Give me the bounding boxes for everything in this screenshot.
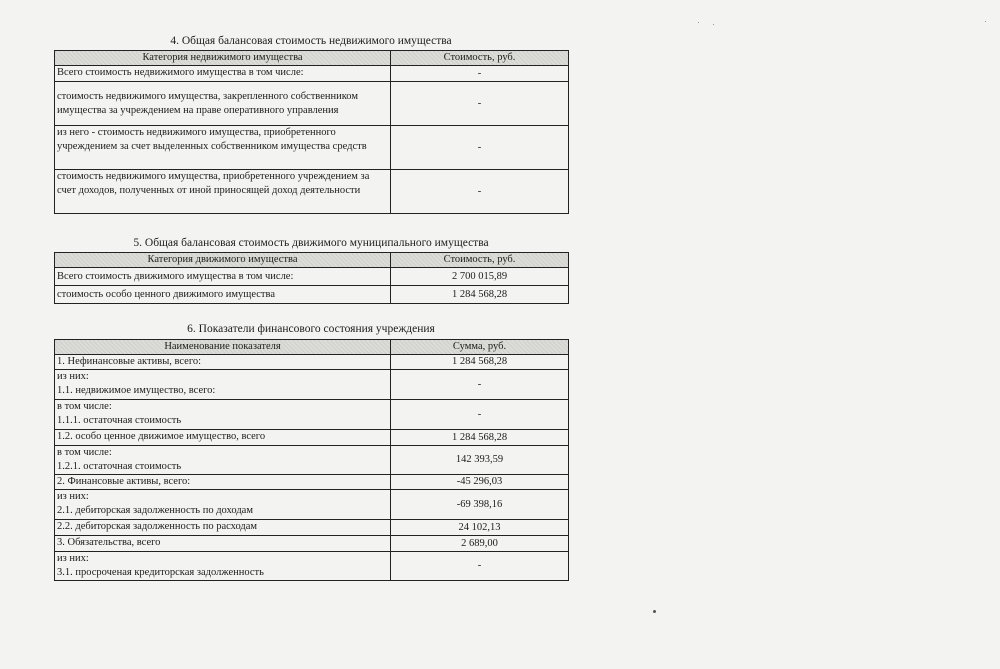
immovable-property-table (54, 50, 569, 214)
scan-speck (698, 22, 699, 23)
row-label (55, 370, 391, 400)
table-row (55, 170, 569, 214)
row-label (55, 400, 391, 430)
row-label: 1.2. особо ценное движимое имущество, всего (55, 430, 391, 446)
row-label: 1. Нефинансовые активы, всего: (55, 355, 391, 370)
row-value: - (391, 82, 569, 126)
row-label-item: 3.1. просроченая кредиторская задолженность (57, 567, 264, 578)
table-row (55, 490, 569, 520)
row-value: 1 284 568,28 (391, 286, 569, 304)
section-6-title: 6. Показатели финансового состояния учреждения (187, 323, 435, 335)
table-row (55, 126, 569, 170)
row-label: стоимость недвижимого имущества, приобретенного учреждением за счет доходов, полученных от иной приносящей доход деятельности (55, 170, 391, 214)
scan-speck (713, 24, 714, 25)
row-value: - (391, 66, 569, 82)
row-value: -45 296,03 (391, 475, 569, 490)
row-value: - (391, 126, 569, 170)
row-label: Всего стоимость движимого имущества в том числе: (55, 268, 391, 286)
column-header-category: Категория движимого имущества (55, 253, 391, 268)
row-label: 3. Обязательства, всего (55, 536, 391, 552)
table-row (55, 400, 569, 430)
row-value: 2 700 015,89 (391, 268, 569, 286)
row-label-item: 2.1. дебиторская задолженность по доходам (57, 505, 253, 516)
row-label-item: 1.1. недвижимое имущество, всего: (57, 385, 216, 396)
row-value: -69 398,16 (391, 490, 569, 520)
row-value: - (391, 400, 569, 430)
row-label-prefix: в том числе: (57, 401, 112, 412)
table-row (55, 286, 569, 304)
row-value: 1 284 568,28 (391, 355, 569, 370)
table-row (55, 536, 569, 552)
row-label: из него - стоимость недвижимого имущества, приобретенного учреждением за счет выделенных собственником имущества средств (55, 126, 391, 170)
scan-speck (653, 610, 656, 613)
row-label-prefix: из них: (57, 553, 89, 564)
row-label (55, 446, 391, 475)
scan-speck (985, 21, 986, 22)
row-value: 1 284 568,28 (391, 430, 569, 446)
table-row (55, 355, 569, 370)
table-row (55, 430, 569, 446)
row-value: 24 102,13 (391, 520, 569, 536)
row-label (55, 552, 391, 581)
row-value: 2 689,00 (391, 536, 569, 552)
row-label: Всего стоимость недвижимого имущества в том числе: (55, 66, 391, 82)
column-header-cost: Стоимость, руб. (391, 51, 569, 66)
row-label: стоимость особо ценного движимого имущества (55, 286, 391, 304)
row-label: 2.2. дебиторская задолженность по расходам (55, 520, 391, 536)
column-header-indicator: Наименование показателя (55, 340, 391, 355)
table-row (55, 370, 569, 400)
table-row (55, 475, 569, 490)
section-4-title: 4. Общая балансовая стоимость недвижимого имущества (170, 35, 452, 47)
row-label-prefix: в том числе: (57, 447, 112, 458)
table-row (55, 520, 569, 536)
row-label (55, 490, 391, 520)
table-row (55, 268, 569, 286)
financial-indicators-table (54, 339, 569, 581)
section-5-title: 5. Общая балансовая стоимость движимого муниципального имущества (133, 237, 489, 249)
row-label-prefix: из них: (57, 371, 89, 382)
row-value: 142 393,59 (391, 446, 569, 475)
row-label-item: 1.1.1. остаточная стоимость (57, 415, 182, 426)
row-label-item: 1.2.1. остаточная стоимость (57, 461, 182, 472)
row-label-prefix: из них: (57, 491, 89, 502)
column-header-cost: Стоимость, руб. (391, 253, 569, 268)
table-header-row (55, 340, 569, 355)
table-header-row (55, 51, 569, 66)
column-header-sum: Сумма, руб. (391, 340, 569, 355)
table-header-row (55, 253, 569, 268)
row-value: - (391, 552, 569, 581)
row-value: - (391, 370, 569, 400)
column-header-category: Категория недвижимого имущества (55, 51, 391, 66)
table-row (55, 66, 569, 82)
table-row (55, 446, 569, 475)
table-row (55, 82, 569, 126)
row-label: 2. Финансовые активы, всего: (55, 475, 391, 490)
row-value: - (391, 170, 569, 214)
row-label: стоимость недвижимого имущества, закрепленного собственником имущества за учреждением на праве оперативного управления (55, 82, 391, 126)
movable-property-table (54, 252, 569, 304)
table-row (55, 552, 569, 581)
